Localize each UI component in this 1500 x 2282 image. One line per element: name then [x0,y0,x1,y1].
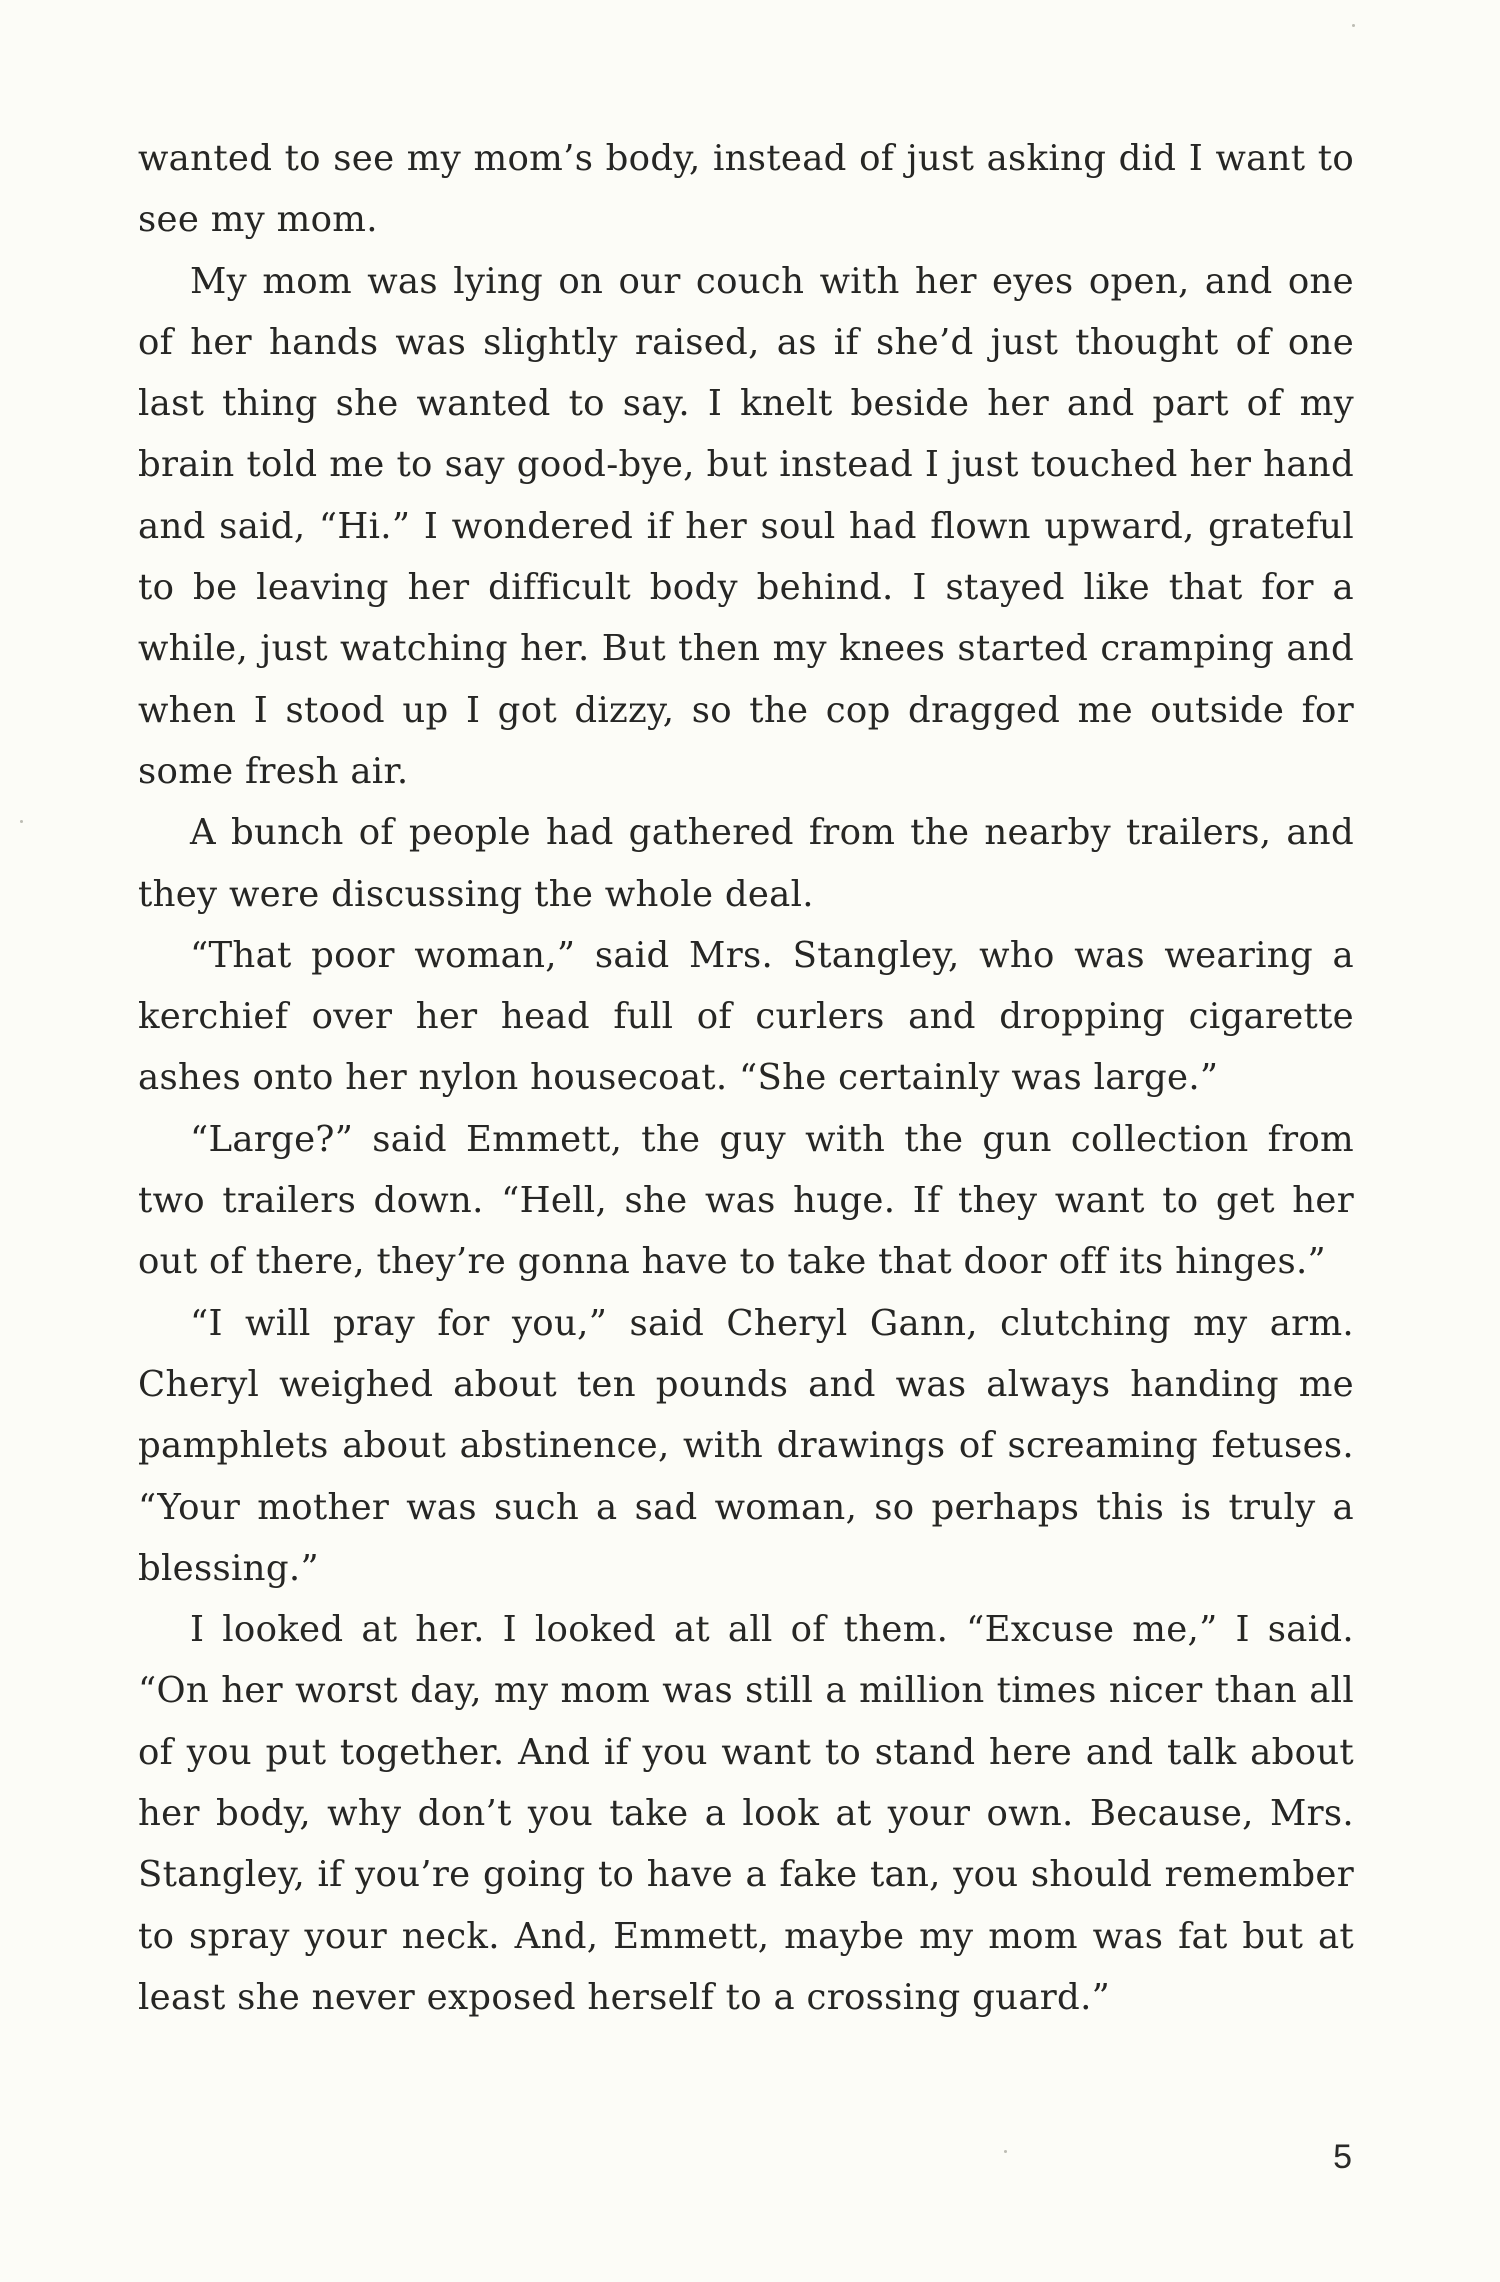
paragraph-5: “Large?” said Emmett, the guy with the gun collection from two trailers down. “Hell, she was huge. If they want to get her out of there, they’re gonna have to take that door off its hinges.” [138,1118,1354,1283]
scan-speck [20,820,23,823]
paragraph-2: My mom was lying on our couch with her eyes open, and one of her hands was slightly raised, as if she’d just thought of one last thing she wanted to say. I knelt beside her and part of my brain told me to say good-bye, but instead I just touched her hand and said, “Hi.” I wondered if her soul had flown upward, grateful to be leaving her difficult body behind. I stayed like that for a while, just watching her. But then my knees started cramping and when I stood up I got dizzy, so the cop dragged me outside for some fresh air. [138,260,1354,792]
paragraph-6: “I will pray for you,” said Cheryl Gann, clutching my arm. Cheryl weighed about ten pounds and was always handing me pamphlets about abstinence, with drawings of screaming fetuses. “Your mother was such a sad woman, so perhaps this is truly a blessing.” [138,1302,1354,1589]
page-number: 5 [1333,2138,1352,2176]
paragraph-3: A bunch of people had gathered from the nearby trailers, and they were discussing the whole deal. [138,812,1354,915]
paragraph-4: “That poor woman,” said Mrs. Stangley, who was wearing a kerchief over her head full of curlers and dropping cigarette ashes onto her nylon housecoat. “She certainly was large.” [138,934,1354,1099]
body-text [138,128,1354,2028]
scan-speck [1352,24,1355,27]
scan-speck [1004,2150,1007,2153]
paragraph-7: I looked at her. I looked at all of them. “Excuse me,” I said. “On her worst day, my mom was still a million times nicer than all of you put together. And if you want to stand here and talk about her body, why don’t you take a look at your own. Because, Mrs. Stangley, if you’re going to have a fake tan, you should remember to spray your neck. And, Emmett, maybe my mom was fat but at least she never exposed herself to a crossing guard.” [138,1609,1354,2018]
paragraph-1: wanted to see my mom’s body, instead of just asking did I want to see my mom. [138,138,1354,241]
